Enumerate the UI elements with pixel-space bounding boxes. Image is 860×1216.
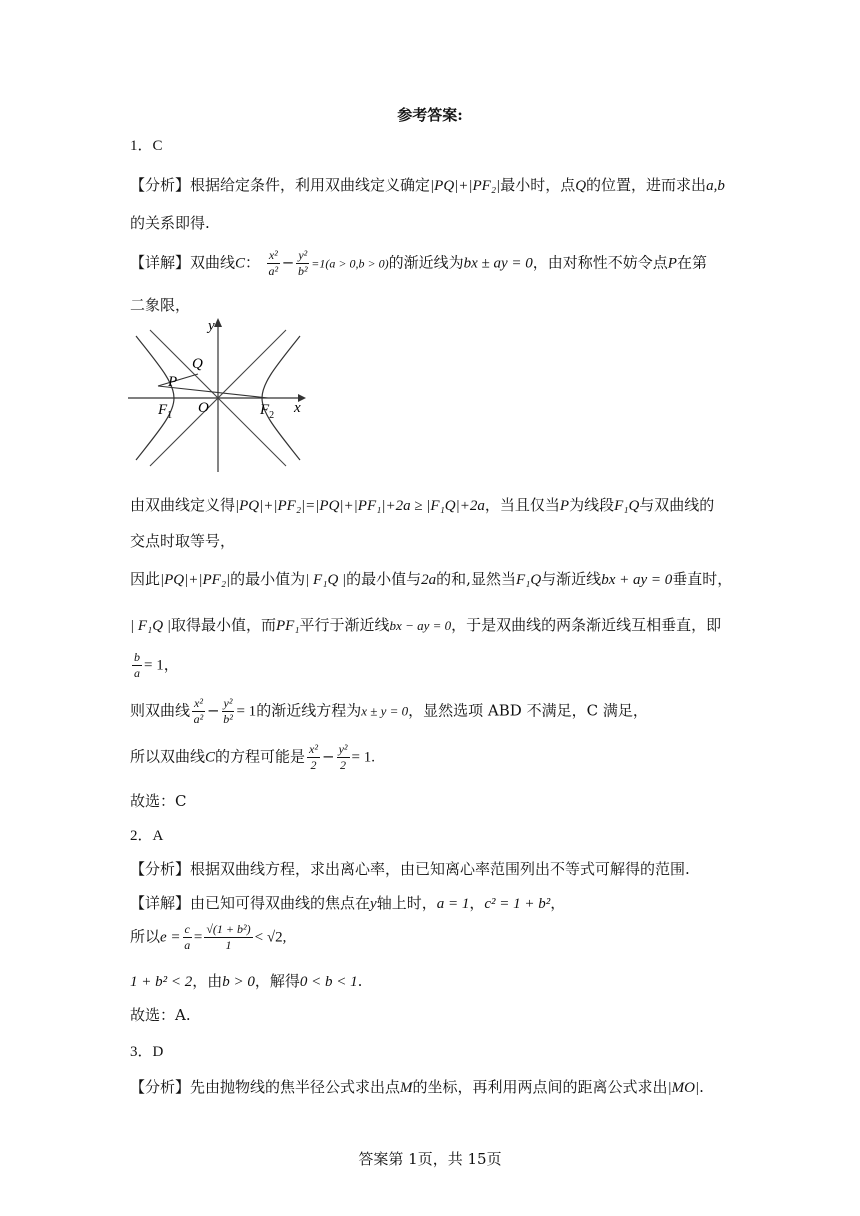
q1-detail: 【详解】双曲线C： $\frac{\text{x²}}{\text{a²}}$ − $\frac{\text{y²}}{\text{b²}}$ =1(a > 0,b > 0)的渐近线为bx ± ay = 0，由对称性不妨令点P在第 [130, 248, 707, 278]
axis-label-y: y [208, 318, 215, 334]
q1-para2: 因此|PQ|+|PF₂|的最小值为| F₁Q |的最小值与2a的和,显然当F₁Q与渐近线bx + ay = 0垂直时， [130, 570, 733, 588]
q2-eccentricity: 所以e = $\frac{c}{a}$ = $\frac{\text{√(1 + b²)}}{1}$ < √2, [130, 922, 287, 952]
point-label-p: P [168, 374, 178, 390]
page-footer: 答案第 1页，共 15页 [358, 1150, 502, 1168]
q2-choose: 故选：A. [130, 1006, 191, 1024]
hyperbola-figure [128, 316, 314, 474]
q1-para4: 则双曲线 $\frac{\text{x²}}{\text{a²}}$ − $\frac{\text{y²}}{\text{b²}}$ = 1的渐近线方程为x ± y = 0，显然选项 ABD 不满足，C 满足， [130, 696, 648, 726]
q1-para3: | F₁Q |取得最小值，而PF₁平行于渐近线bx − ay = 0，于是双曲线的两条渐近线互相垂直，即 [130, 616, 722, 634]
page-title: 参考答案: [397, 106, 463, 124]
q3-analysis: 【分析】先由抛物线的焦半径公式求出点M的坐标，再利用两点间的距离公式求出|MO|. [130, 1078, 704, 1096]
q1-ratio: $\frac{b}{a}$ = 1， [134, 650, 179, 680]
q1-answer: 1．C [130, 138, 163, 154]
q2-answer: 2．A [130, 828, 164, 844]
q1-para5: 所以双曲线C的方程可能是 $\frac{\text{x²}}{2}$ − $\frac{\text{y²}}{2}$ = 1. [130, 742, 375, 772]
focus-label-f2: $F_2$ [260, 402, 275, 421]
point-label-q: Q [192, 356, 203, 372]
q3-answer: 3．D [130, 1044, 164, 1060]
q2-solve: 1 + b² < 2，由b > 0，解得0 < b < 1. [130, 972, 363, 990]
q1-detail-cont: 二象限， [130, 296, 191, 314]
q2-detail: 【详解】由已知可得双曲线的焦点在y轴上时，a = 1，c² = 1 + b²， [130, 894, 566, 912]
q1-para1-cont: 交点时取等号， [130, 532, 236, 550]
q1-analysis: 【分析】根据给定条件，利用双曲线定义确定|PQ|+|PF₂|最小时，点Q的位置，进而求出a,b [130, 176, 725, 194]
axis-label-x: x [294, 400, 301, 416]
q2-analysis: 【分析】根据双曲线方程，求出离心率，由已知离心率范围列出不等式可解得的范围. [130, 860, 690, 878]
q1-para1: 由双曲线定义得|PQ|+|PF₂|=|PQ|+|PF₁|+2a ≥ |F₁Q|+2a，当且仅当P为线段F₁Q与双曲线的 [130, 496, 715, 514]
analysis-label: 【分析】 [130, 176, 191, 194]
q1-analysis-cont: 的关系即得. [130, 214, 210, 232]
q1-choose: 故选：C [130, 792, 187, 810]
detail-label: 【详解】 [130, 253, 191, 272]
focus-label-f1: $F_1$ [158, 402, 173, 421]
origin-label: O [198, 400, 209, 416]
